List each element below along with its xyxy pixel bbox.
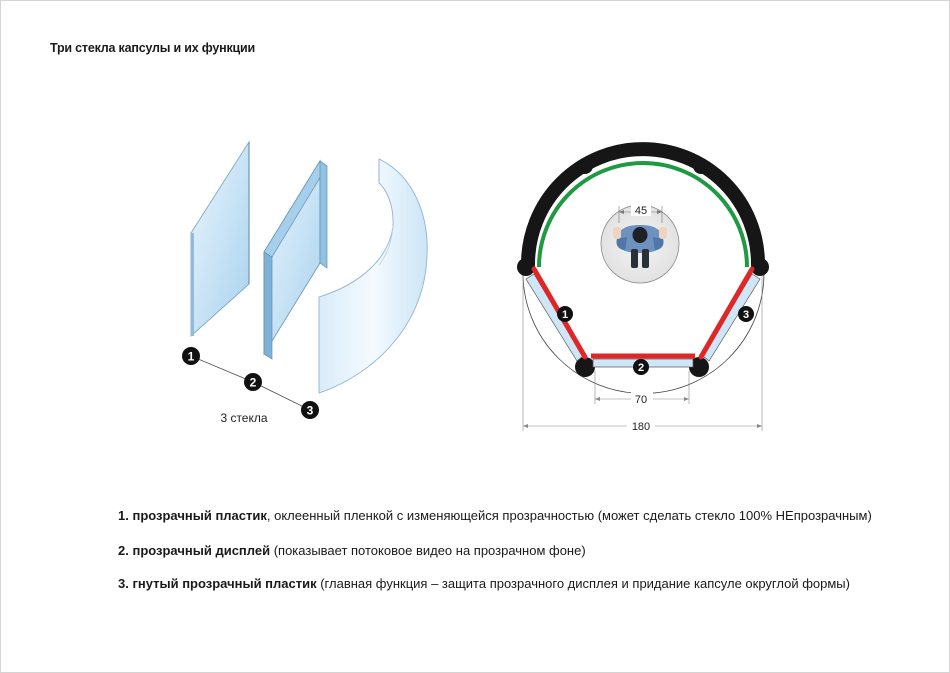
svg-text:2: 2 bbox=[249, 375, 257, 390]
description-2 bbox=[118, 543, 586, 558]
svg-text:45: 45 bbox=[634, 205, 648, 217]
left-marker-1 bbox=[182, 347, 200, 365]
glass-1-flat-plastic bbox=[191, 142, 249, 336]
svg-text:180: 180 bbox=[631, 421, 651, 433]
description-2-text: (показывает потоковое видео на прозрачном фоне) bbox=[270, 543, 586, 558]
capsule-side-left-panel bbox=[526, 269, 585, 361]
page-title: Три стекла капсулы и их функции bbox=[50, 41, 255, 55]
description-3 bbox=[118, 576, 850, 591]
description-3-number: 3. bbox=[118, 576, 129, 591]
glasses-caption: 3 стекла bbox=[220, 411, 268, 425]
exploded-glasses bbox=[182, 142, 427, 425]
description-3-term: гнутый прозрачный пластик bbox=[132, 576, 317, 591]
description-2-term: прозрачный дисплей bbox=[132, 543, 271, 558]
glass-diagram bbox=[1, 1, 949, 501]
svg-text:2: 2 bbox=[637, 362, 645, 374]
svg-text:3: 3 bbox=[742, 309, 750, 321]
right-marker-1 bbox=[557, 306, 573, 322]
svg-text:1: 1 bbox=[561, 309, 569, 321]
description-1-text: , оклеенный пленкой с изменяющейся прозрачностью (может сделать стекло 100% НЕпрозрачным) bbox=[266, 508, 872, 523]
left-marker-3 bbox=[301, 401, 319, 419]
right-marker-2 bbox=[633, 359, 649, 375]
description-1 bbox=[118, 508, 872, 523]
glass-2-display bbox=[264, 161, 327, 359]
svg-text:70: 70 bbox=[634, 394, 648, 406]
right-marker-3 bbox=[738, 306, 754, 322]
svg-text:1: 1 bbox=[187, 349, 195, 364]
description-2-number: 2. bbox=[118, 543, 129, 558]
description-1-number: 1. bbox=[118, 508, 129, 523]
svg-text:3: 3 bbox=[306, 403, 314, 418]
capsule-top-view bbox=[517, 149, 769, 433]
description-3-text: (главная функция – защита прозрачного дисплея и придание капсуле округлой формы) bbox=[316, 576, 850, 591]
left-marker-2 bbox=[244, 373, 262, 391]
glass-3-curved-plastic bbox=[319, 159, 427, 393]
description-1-term: прозрачный пластик bbox=[132, 508, 267, 523]
